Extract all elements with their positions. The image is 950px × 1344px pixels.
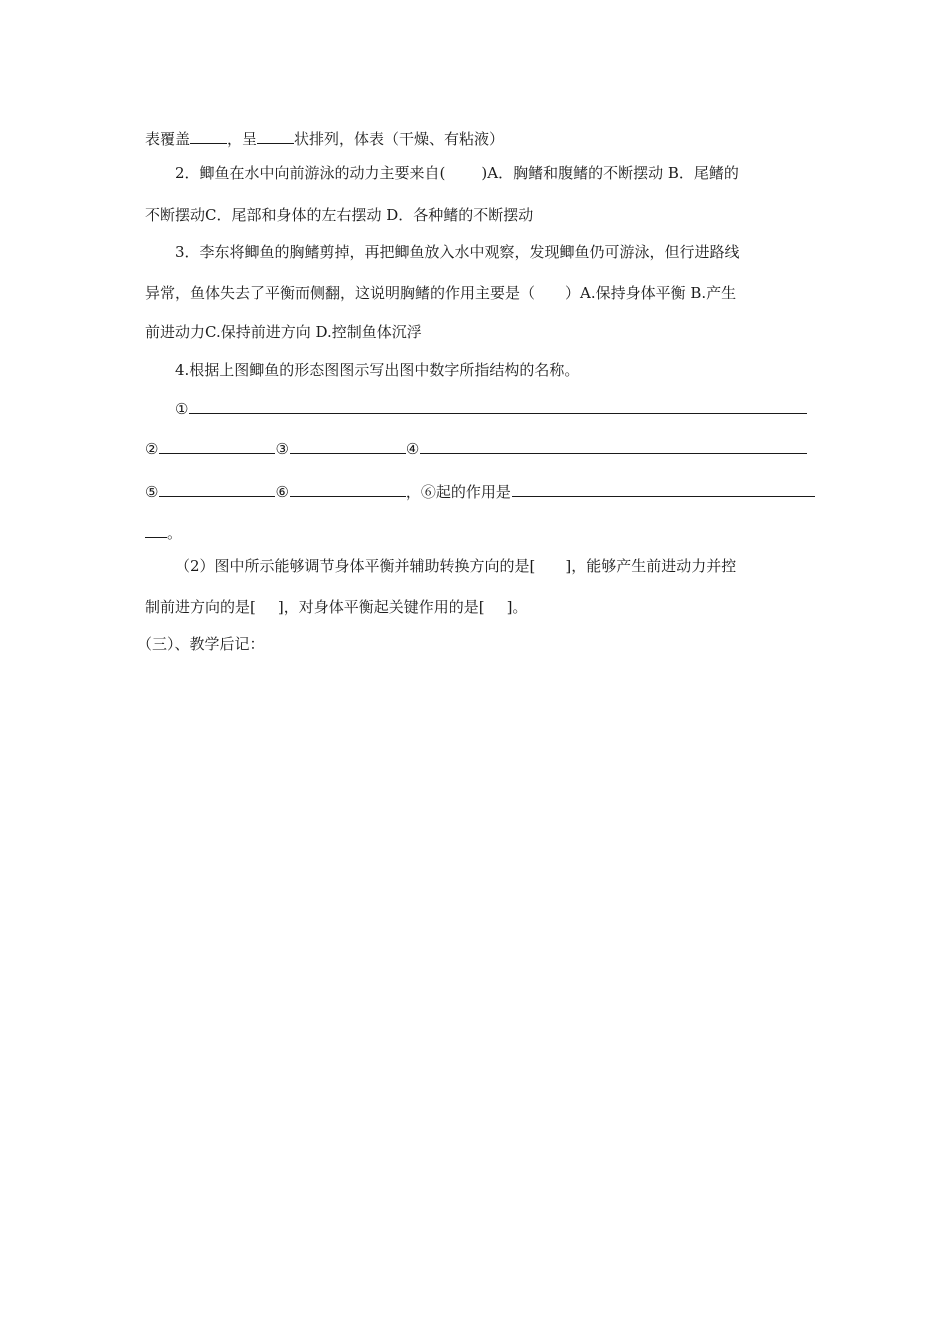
text: 状排列，体表（干燥、有粘液） xyxy=(294,130,505,148)
text: 表覆盖 xyxy=(145,130,191,148)
function-answer-blank-continued[interactable] xyxy=(145,522,167,538)
text: ]。 xyxy=(506,598,528,616)
circled-number-2: ② xyxy=(145,440,159,458)
answer-blank-5[interactable] xyxy=(159,481,275,497)
question-2-line-2 xyxy=(145,205,533,225)
circled-number-6: ⑥ xyxy=(275,483,289,501)
question-4-intro xyxy=(175,360,579,380)
text: （2）图中所示能够调节身体平衡并辅助转换方向的是[ xyxy=(175,557,536,575)
text: 制前进方向的是[ xyxy=(145,598,256,616)
answer-row-4 xyxy=(145,522,182,542)
function-answer-blank[interactable] xyxy=(512,481,815,497)
circled-number-4: ④ xyxy=(405,440,420,458)
question-4-2-line-1 xyxy=(175,556,736,576)
text: ]，对身体平衡起关键作用的是[ xyxy=(277,598,485,616)
circled-number-3: ③ xyxy=(275,440,289,458)
answer-blank-6[interactable] xyxy=(290,481,406,497)
text: 不断摆动C．尾部和身体的左右摆动 D．各种鳍的不断摆动 xyxy=(145,206,534,224)
fill-blank xyxy=(257,128,294,144)
circled-number-5: ⑤ xyxy=(145,483,159,501)
fill-blank xyxy=(190,128,227,144)
text: 前进动力C.保持前进方向 D.控制鱼体沉浮 xyxy=(145,323,422,341)
text: ，呈 xyxy=(227,130,258,148)
text: 4.根据上图鲫鱼的形态图图示写出图中数字所指结构的名称。 xyxy=(175,361,580,379)
text: ）A.保持身体平衡 B.产生 xyxy=(565,284,737,302)
text: 。 xyxy=(167,524,183,542)
answer-row-1 xyxy=(175,398,807,418)
question-2-line-1 xyxy=(175,163,739,183)
circled-number-1: ① xyxy=(175,400,189,418)
answer-row-2 xyxy=(145,438,807,458)
text: )A．胸鳍和腹鳍的不断摆动 B．尾鳍的 xyxy=(481,164,739,182)
question-3-line-1 xyxy=(175,242,740,262)
text: 异常，鱼体失去了平衡而侧翻，这说明胸鳍的作用主要是（ xyxy=(145,284,536,302)
scale-description-line xyxy=(145,128,504,148)
text: ， xyxy=(405,483,421,501)
section-3-title xyxy=(137,634,265,654)
text: （三）、教学后记： xyxy=(137,635,265,653)
text: 2．鲫鱼在水中向前游泳的动力主要来自( xyxy=(175,164,446,182)
text: ]，能够产生前进动力并控 xyxy=(565,557,737,575)
answer-blank-4[interactable] xyxy=(420,438,807,454)
answer-row-3 xyxy=(145,481,815,501)
question-3-line-3 xyxy=(145,322,422,342)
text: ⑥起的作用是 xyxy=(420,483,511,501)
question-3-line-2 xyxy=(145,283,736,303)
question-4-2-line-2 xyxy=(145,597,527,617)
answer-blank-2[interactable] xyxy=(159,438,275,454)
text: 3．李东将鲫鱼的胸鳍剪掉，再把鲫鱼放入水中观察，发现鲫鱼仍可游泳，但行进路线 xyxy=(175,243,740,261)
answer-blank-3[interactable] xyxy=(290,438,406,454)
answer-blank-1[interactable] xyxy=(189,398,807,414)
